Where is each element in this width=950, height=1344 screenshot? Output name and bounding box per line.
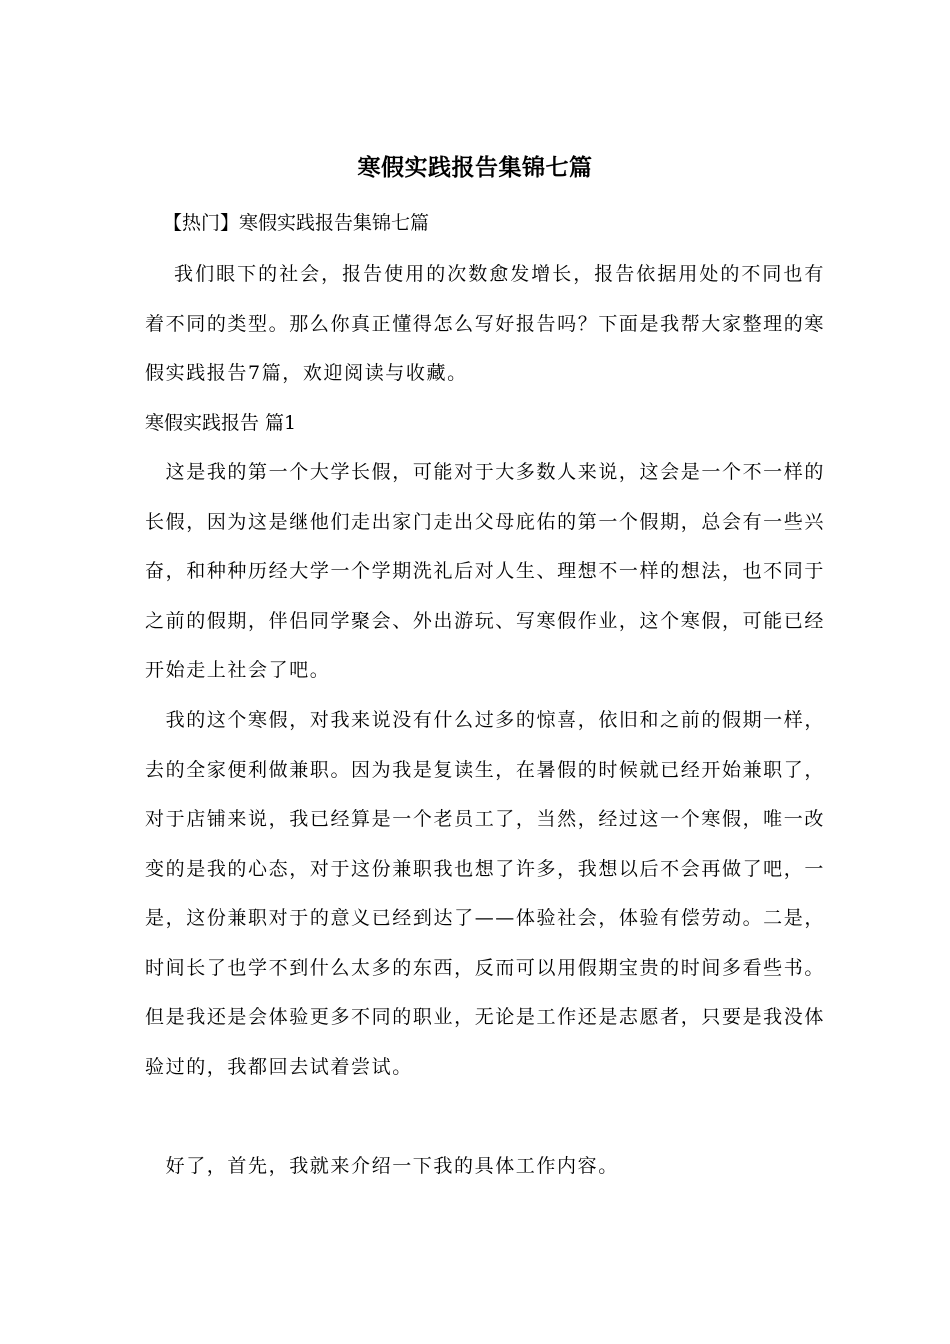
document-title: 寒假实践报告集锦七篇 (357, 154, 593, 181)
body-paragraph-2: 我的这个寒假，对我来说没有什么过多的惊喜，依旧和之前的假期一样，去的全家便利做兼职。因为我是复读生，在暑假的时候就已经开始兼职了，对于店铺来说，我已经算是一个老员工了，当然，经过这一个寒假，唯一改变的是我的心态，对于这份兼职我也想了许多，我想以后不会再做了吧，一是，这份兼职对于的意义已经到达了——体验社会，体验有偿劳动。二是，时间长了也学不到什么太多的东西，反而可以用假期宝贵的时间多看些书。但是我还是会体验更多不同的职业，无论是工作还是志愿者，只要是我没体验过的，我都回去试着尝试。 (145, 709, 825, 1078)
body-paragraph-3: 好了，首先，我就来介绍一下我的具体工作内容。 (145, 1155, 619, 1177)
document-subtitle: 【热门】寒假实践报告集锦七篇 (163, 212, 430, 234)
body-paragraph-1: 这是我的第一个大学长假，可能对于大多数人来说，这会是一个不一样的长假，因为这是继他们走出家门走出父母庇佑的第一个假期，总会有一些兴奋，和种种历经大学一个学期洗礼后对人生、理想不一样的想法，也不同于之前的假期，伴侣同学聚会、外出游玩、写寒假作业，这个寒假，可能已经开始走上社会了吧。 (145, 461, 825, 681)
section-heading: 寒假实践报告 篇1 (145, 412, 297, 434)
intro-paragraph: 我们眼下的社会，报告使用的次数愈发增长，报告依据用处的不同也有着不同的类型。那么你真正懂得怎么写好报告吗？下面是我帮大家整理的寒假实践报告7篇，欢迎阅读与收藏。 (145, 263, 825, 384)
